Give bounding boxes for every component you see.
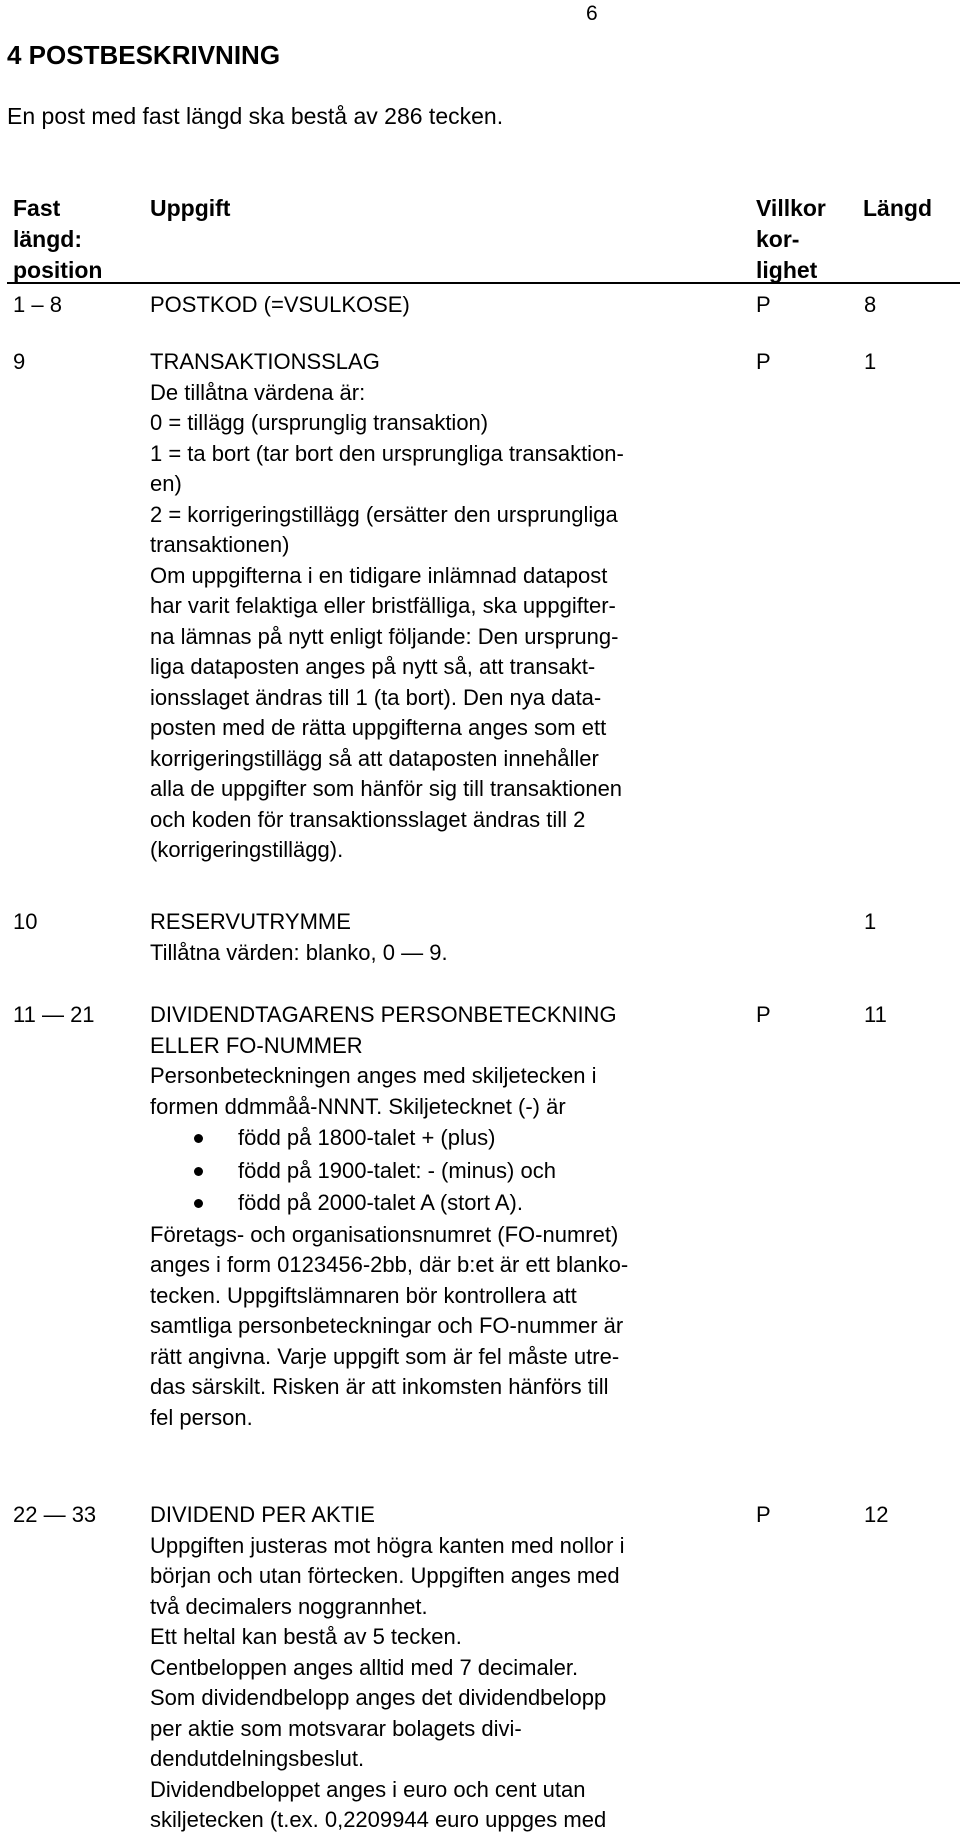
- justified-word: anges: [356, 1063, 417, 1088]
- description-line: har varit felaktiga eller bristfälliga, ska uppgifter-: [150, 593, 616, 618]
- description-line: DIVIDEND PER AKTIE: [150, 1502, 375, 1527]
- row-description: [150, 1500, 755, 1836]
- row-length: 1: [864, 909, 877, 934]
- description-line: en): [150, 471, 182, 496]
- description-line: na lämnas på nytt enligt följande: Den ursprung-: [150, 623, 619, 649]
- description-line: posten med de rätta uppgifterna anges som ett: [150, 715, 607, 740]
- description-line: alla de uppgifter som hänför sig till transaktionen: [150, 776, 623, 801]
- bullet-item: [150, 1155, 755, 1188]
- column-header-line: kor-: [756, 226, 800, 252]
- bullet-text: född på 1900-talet: - (minus) och: [238, 1157, 556, 1183]
- column-header-langd: Längd: [863, 195, 932, 221]
- description-line: ionsslaget ändras till 1 (ta bort). Den nya data-: [150, 684, 602, 710]
- description-line: Uppgiften justeras mot högra kanten med nollor i: [150, 1532, 625, 1558]
- description-line: tecken. Uppgiftslämnaren bör kontrollera att: [150, 1282, 577, 1308]
- bullet-icon: [194, 1167, 203, 1176]
- description-line: POSTKOD (=VSULKOSE): [150, 292, 410, 317]
- description-line: transaktionen): [150, 532, 290, 557]
- column-header-line: lighet: [756, 257, 818, 283]
- bullet-text: född på 1800-talet + (plus): [238, 1125, 496, 1150]
- column-header-position: [13, 193, 102, 286]
- description-line: Centbeloppen anges alltid med 7 decimaler.: [150, 1654, 579, 1680]
- bullet-item: [150, 1122, 755, 1155]
- row-length: 8: [864, 292, 877, 317]
- column-header-line: Fast: [13, 195, 61, 221]
- description-line: 2 = korrigeringstillägg (ersätter den ursprungliga: [150, 501, 618, 527]
- page-number: 6: [586, 2, 598, 25]
- description-line: 1 = ta bort (tar bort den ursprungliga transaktion-: [150, 440, 624, 466]
- column-header-villkor: [756, 193, 826, 286]
- column-header-line: Villkor: [756, 195, 826, 221]
- column-header-line: längd:: [13, 226, 82, 252]
- description-line: per aktie som motsvarar bolagets divi-: [150, 1715, 522, 1741]
- description-line: De tillåtna värdena är:: [150, 379, 366, 405]
- row-position: 11 — 21: [13, 1002, 95, 1027]
- bullet-icon: [194, 1134, 203, 1143]
- row-length: 12: [864, 1502, 889, 1527]
- description-line: formen ddmmåå-NNNT. Skiljetecknet (-) är: [150, 1093, 566, 1119]
- description-line: liga dataposten anges på nytt så, att transakt-: [150, 654, 596, 679]
- description-line: (korrigeringstillägg).: [150, 837, 344, 862]
- description-line: ELLER FO-NUMMER: [150, 1032, 363, 1058]
- description-line: 0 = tillägg (ursprunglig transaktion): [150, 410, 489, 435]
- description-line: anges i form 0123456-2bb, där b:et är ett blanko-: [150, 1252, 629, 1277]
- description-line: samtliga personbeteckningar och FO-nummer är: [150, 1313, 624, 1338]
- row-description: [150, 907, 755, 968]
- column-header-line: position: [13, 257, 103, 283]
- justified-word: Personbeteckningen: [150, 1063, 351, 1088]
- row-description: [150, 347, 755, 866]
- row-position: 10: [13, 909, 38, 934]
- section-heading: 4 POSTBESKRIVNING: [7, 40, 281, 70]
- header-rule: [7, 282, 960, 284]
- description-line: Tillåtna värden: blanko, 0 — 9.: [150, 939, 448, 965]
- bullet-item: [150, 1187, 755, 1220]
- description-line: fel person.: [150, 1404, 253, 1430]
- description-line: korrigeringstillägg så att dataposten innehåller: [150, 745, 599, 771]
- description-line: rätt angivna. Varje uppgift som är fel måste utre-: [150, 1343, 620, 1369]
- description-line: TRANSAKTIONSSLAG: [150, 349, 380, 374]
- justified-word: skiljetecken: [471, 1063, 586, 1088]
- row-position: 9: [13, 349, 26, 374]
- bullet-icon: [194, 1199, 203, 1208]
- description-line: Som dividendbelopp anges det dividendbelopp: [150, 1685, 607, 1710]
- bullet-text: född på 2000-talet A (stort A).: [238, 1190, 523, 1215]
- description-line: das särskilt. Risken är att inkomsten hänförs till: [150, 1374, 609, 1399]
- description-line: två decimalers noggrannhet.: [150, 1593, 428, 1619]
- description-line: Ett heltal kan bestå av 5 tecken.: [150, 1624, 462, 1649]
- row-requirement: P: [756, 1002, 771, 1027]
- description-line-justified: [150, 1061, 755, 1092]
- row-description: [150, 290, 755, 321]
- description-line: DIVIDENDTAGARENS PERSONBETECKNING: [150, 1002, 617, 1027]
- justified-word: med: [422, 1063, 466, 1088]
- description-line: dendutdelningsbeslut.: [150, 1746, 365, 1771]
- intro-text: En post med fast längd ska bestå av 286 tecken.: [7, 103, 504, 129]
- row-requirement: P: [756, 349, 771, 374]
- row-requirement: P: [756, 1502, 771, 1527]
- description-line: och koden för transaktionsslaget ändras till 2: [150, 806, 586, 832]
- justified-word: i: [591, 1063, 597, 1088]
- description-line: Företags- och organisationsnumret (FO-numret): [150, 1221, 619, 1247]
- description-line: skiljetecken (t.ex. 0,2209944 euro uppges med: [150, 1807, 607, 1832]
- description-line: början och utan förtecken. Uppgiften anges med: [150, 1563, 620, 1588]
- row-description: [150, 1000, 755, 1433]
- row-position: 22 — 33: [13, 1502, 97, 1527]
- description-line: Dividendbeloppet anges i euro och cent utan: [150, 1776, 586, 1802]
- row-length: 1: [864, 349, 877, 374]
- description-line: RESERVUTRYMME: [150, 909, 351, 934]
- row-position: 1 – 8: [13, 292, 62, 317]
- description-line: Om uppgifterna i en tidigare inlämnad datapost: [150, 562, 608, 588]
- row-length: 11: [864, 1002, 887, 1027]
- column-header-uppgift: Uppgift: [150, 195, 231, 221]
- row-requirement: P: [756, 292, 771, 317]
